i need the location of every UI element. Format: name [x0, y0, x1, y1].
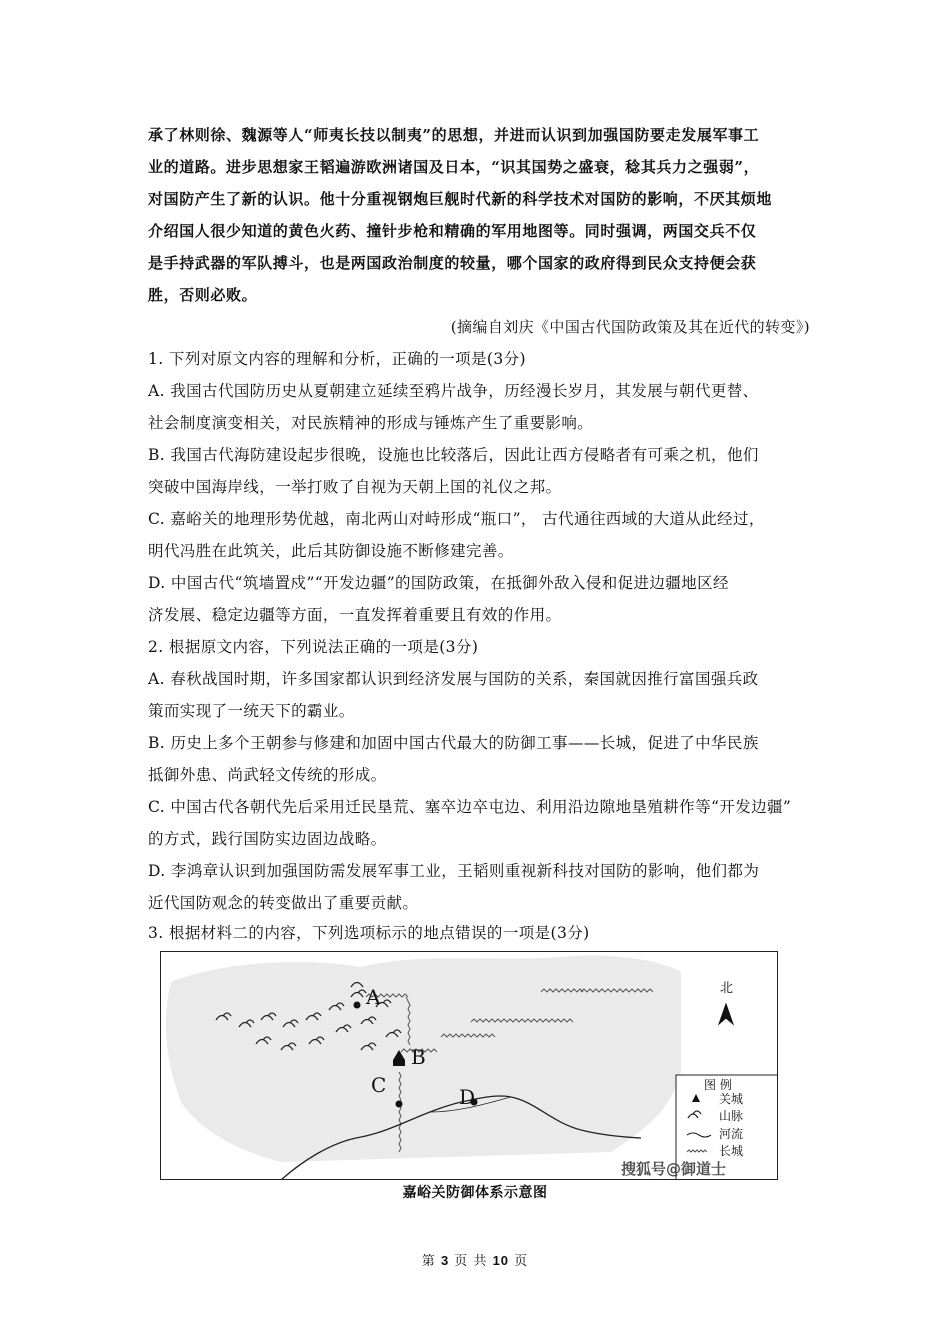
footer-middle: 页 共 — [449, 1254, 493, 1269]
footer-prefix: 第 — [421, 1254, 441, 1269]
passage-line: 介绍国人很少知道的黄色火药、撞针步枪和精确的军用地图等。同时强调，两国交兵不仅 — [148, 222, 757, 240]
legend-item-mountain: 山脉 — [719, 1109, 744, 1123]
option-c-cont: 的方式，践行国防实边固边战略。 — [148, 830, 387, 848]
option-a[interactable]: A. 我国古代国防历史从夏朝建立延续至鸦片战争，历经漫长岁月，其发展与朝代更替、 — [148, 382, 759, 400]
question-stem: 3. 根据材料二的内容，下列选项标示的地点错误的一项是(3分) — [148, 924, 590, 942]
map-drawing — [161, 952, 778, 1180]
passage-line: 是手持武器的军队搏斗，也是两国政治制度的较量，哪个国家的政府得到民众支持便会获 — [148, 254, 757, 272]
option-d-cont: 近代国防观念的转变做出了重要贡献。 — [148, 894, 419, 912]
option-d-cont: 济发展、稳定边疆等方面，一直发挥着重要且有效的作用。 — [148, 606, 562, 624]
option-a[interactable]: A. 春秋战国时期，许多国家都认识到经济发展与国防的关系，秦国就因推行富国强兵政 — [148, 670, 759, 688]
option-a-cont: 策而实现了一统天下的霸业。 — [148, 702, 355, 720]
label-d: D — [459, 1085, 476, 1109]
option-d[interactable]: D. 中国古代“筑墙置戍”“开发边疆”的国防政策，在抵御外敌入侵和促进边疆地区经 — [148, 574, 729, 592]
option-b-cont: 突破中国海岸线，一举打败了自视为天朝上国的礼仪之邦。 — [148, 478, 562, 496]
figure-caption: 嘉峪关防御体系示意图 — [402, 1185, 548, 1201]
label-a: A — [366, 985, 381, 1009]
passage-source: (摘编自刘庆《中国古代国防政策及其在近代的转变》) — [450, 318, 810, 336]
option-b-cont: 抵御外患、尚武轻文传统的形成。 — [148, 766, 387, 784]
label-b: B — [411, 1045, 426, 1069]
passage-line: 业的道路。进步思想家王韬遍游欧洲诸国及日本，“识其国势之盛衰，稔其兵力之强弱”， — [148, 158, 760, 176]
watermark: 搜狐号@御道士 — [621, 1160, 727, 1178]
point-a-marker — [354, 1002, 361, 1009]
north-arrow-icon — [719, 1004, 733, 1024]
page-footer — [0, 1250, 950, 1269]
footer-suffix: 页 — [509, 1254, 529, 1269]
passage-line: 胜，否则必败。 — [148, 286, 258, 304]
label-c: C — [371, 1073, 387, 1097]
option-b[interactable]: B. 我国古代海防建设起步很晚，设施也比较落后，因此让西方侵略者有可乘之机，他们 — [148, 446, 759, 464]
question-stem: 2. 根据原文内容，下列说法正确的一项是(3分) — [148, 638, 479, 656]
passage-line: 承了林则徐、魏源等人“师夷长技以制夷”的思想，并进而认识到加强国防要走发展军事工 — [148, 126, 760, 144]
current-page: 3 — [440, 1253, 450, 1268]
option-c[interactable]: C. 嘉峪关的地理形势优越，南北两山对峙形成“瓶口”， 古代通往西域的大道从此经过， — [148, 510, 765, 528]
total-pages: 10 — [492, 1253, 510, 1268]
legend-item-river: 河流 — [719, 1127, 744, 1141]
north-label: 北 — [720, 981, 734, 996]
jiayuguan-defense-map — [160, 951, 778, 1180]
passage-line: 对国防产生了新的认识。他十分重视钢炮巨舰时代新的科学技术对国防的影响，不厌其烦地 — [148, 190, 773, 208]
option-c[interactable]: C. 中国古代各朝代先后采用迁民垦荒、塞卒边卒屯边、利用沿边隙地垦殖耕作等“开发边疆” — [148, 798, 792, 816]
point-c-marker — [396, 1101, 403, 1108]
option-a-cont: 社会制度演变相关，对民族精神的形成与锤炼产生了重要影响。 — [148, 414, 594, 432]
legend-title: 图 例 — [704, 1078, 732, 1092]
legend-item-pass: 关城 — [719, 1092, 744, 1106]
option-c-cont: 明代冯胜在此筑关，此后其防御设施不断修建完善。 — [148, 542, 514, 560]
option-d[interactable]: D. 李鸿章认识到加强国防需发展军事工业，王韬则重视新科技对国防的影响，他们都为 — [148, 862, 760, 880]
question-stem: 1. 下列对原文内容的理解和分析，正确的一项是(3分) — [148, 350, 526, 368]
legend-item-wall: 长城 — [719, 1144, 744, 1158]
option-b[interactable]: B. 历史上多个王朝参与修建和加固中国古代最大的防御工事——长城，促进了中华民族 — [148, 734, 759, 752]
